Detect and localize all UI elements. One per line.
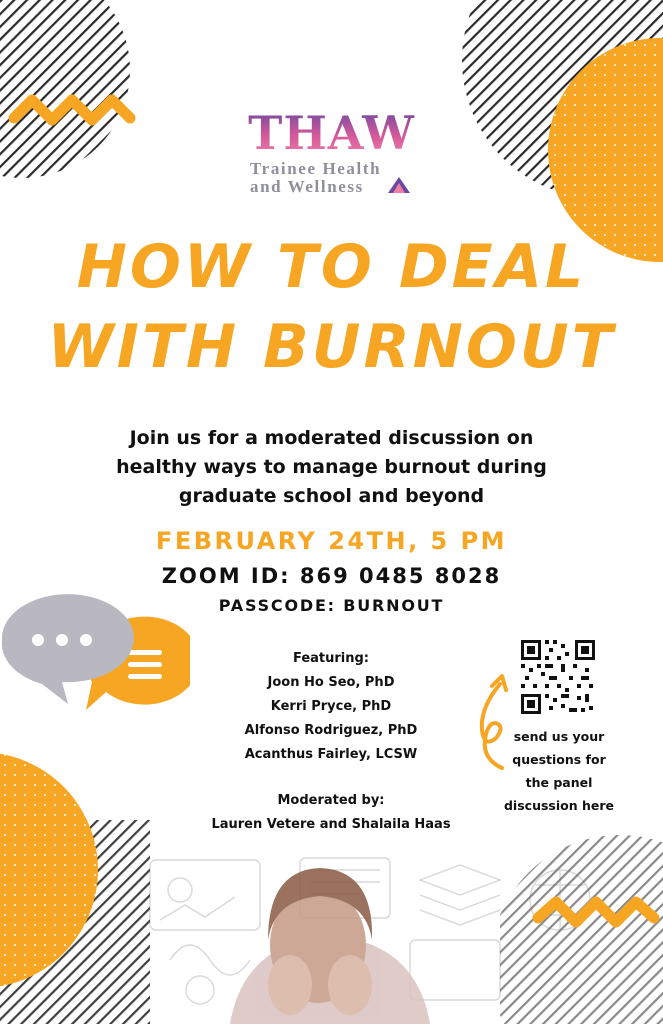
event-date-time: FEBRUARY 24TH, 5 PM (155, 527, 508, 555)
event-description (0, 424, 663, 511)
event-title-line-1: HOW TO DEAL (76, 232, 587, 302)
description-line-2: healthy ways to manage burnout during (116, 456, 547, 478)
tagline-line-2: and Wellness (250, 177, 364, 196)
panelist-2: Kerri Pryce, PhD (270, 699, 392, 714)
description-line-1: Join us for a moderated discussion on (129, 427, 534, 449)
moderators: Lauren Vetere and Shalaila Haas (211, 817, 451, 832)
qr-code-icon[interactable] (519, 638, 597, 716)
zoom-passcode: PASSCODE: BURNOUT (218, 596, 445, 615)
description-line-3: graduate school and beyond (178, 485, 485, 507)
qr-caption-line-1: send us your (513, 729, 605, 744)
qr-caption-line-2: questions for (512, 752, 606, 767)
striped-circle-bottom-right (500, 830, 663, 1024)
qr-caption (490, 725, 628, 817)
featuring-label: Featuring: (292, 651, 370, 666)
zoom-id: ZOOM ID: 869 0485 8028 (161, 564, 502, 588)
panel-info (200, 647, 462, 837)
moderated-label: Moderated by: (277, 793, 385, 808)
panelist-4: Acanthus Fairley, LCSW (244, 747, 418, 762)
qr-caption-line-3: the panel (525, 775, 593, 790)
thaw-logo: THAW (0, 108, 663, 158)
chat-bubbles-icon (0, 592, 190, 727)
panelist-3: Alfonso Rodriguez, PhD (244, 723, 418, 738)
event-title-line-2: WITH BURNOUT (47, 312, 616, 382)
tagline-line-1: Trainee Health (250, 159, 382, 178)
panelist-1: Joon Ho Seo, PhD (267, 675, 395, 690)
logo-triangle-icon (388, 177, 410, 193)
qr-caption-line-4: discussion here (503, 798, 614, 813)
